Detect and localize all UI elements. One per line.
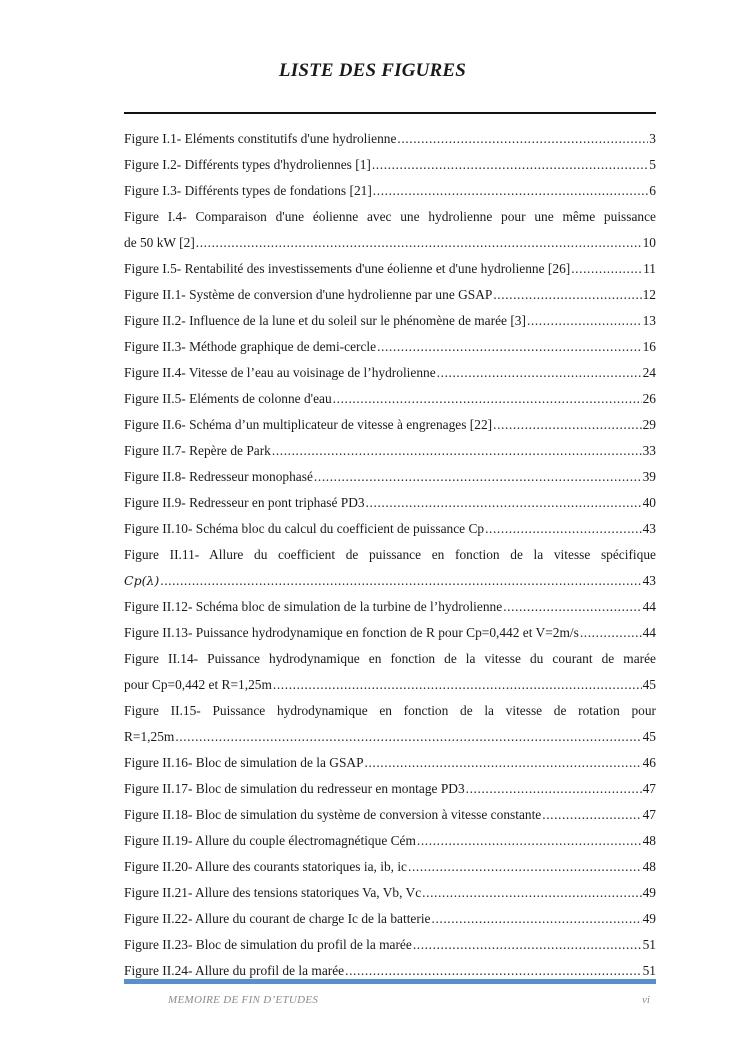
toc-entry-page: 48 (642, 859, 656, 874)
toc-entry-label: Figure II.9- Redresseur en pont triphasé PD3 (124, 495, 365, 510)
page-number: vi (642, 994, 650, 1006)
dot-leader (408, 854, 642, 880)
toc-entry-label: Figure II.7- Repère de Park (124, 443, 271, 458)
toc-entry-label: Figure II.18- Bloc de simulation du système de conversion à vitesse constante (124, 807, 542, 822)
toc-entry-label: Figure II.4- Vitesse de l’eau au voisinage de l’hydrolienne (124, 365, 436, 380)
toc-entry-label: Figure II.6- Schéma d’un multiplicateur de vitesse à engrenages [22] (124, 417, 493, 432)
toc-entry-label: Figure II.22- Allure du courant de charge Ic de la batterie (124, 911, 431, 926)
toc-entry-page: 24 (642, 365, 656, 380)
toc-entry[interactable] (124, 178, 656, 204)
toc-entry-page: 43 (642, 573, 656, 588)
toc-entry-page: 3 (649, 131, 656, 146)
dot-leader (397, 126, 648, 152)
dot-leader (373, 178, 649, 204)
title-divider (124, 112, 656, 114)
toc-entry-label: de 50 kW [2] (124, 235, 195, 250)
toc-entry[interactable] (124, 516, 656, 542)
toc-entry-label: pour Cp=0,442 et R=1,25m (124, 677, 272, 692)
toc-entry-page: 33 (642, 443, 656, 458)
toc-entry-page: 45 (642, 677, 656, 692)
dot-leader (273, 672, 642, 698)
toc-entry-label: 𝐶𝑝(𝜆) (124, 573, 160, 588)
toc-entry[interactable] (124, 802, 656, 828)
dot-leader (196, 230, 642, 256)
toc-entry-page: 5 (649, 157, 656, 172)
dot-leader (493, 412, 641, 438)
toc-entry[interactable] (124, 828, 656, 854)
toc-entry-line1: Figure II.11- Allure du coefficient de puissance en fonction de la vitesse spécifique (124, 547, 656, 562)
toc-entry-page: 43 (642, 521, 656, 536)
toc-entry-page: 49 (642, 911, 656, 926)
toc-entry[interactable] (124, 282, 656, 308)
toc-entry-label: Figure II.24- Allure du profil de la marée (124, 963, 345, 978)
dot-leader (571, 256, 642, 282)
dot-leader (333, 386, 642, 412)
dot-leader (377, 334, 642, 360)
toc-entry-label: Figure II.5- Eléments de colonne d'eau (124, 391, 332, 406)
toc-entry-label: Figure II.1- Système de conversion d'une hydrolienne par une GSAP (124, 287, 493, 302)
toc-entry[interactable] (124, 438, 656, 464)
toc-entry-page: 6 (649, 183, 656, 198)
toc-entry-label: Figure I.1- Eléments constitutifs d'une hydrolienne (124, 131, 397, 146)
dot-leader (493, 282, 641, 308)
dot-leader (372, 152, 648, 178)
toc-entry-page: 49 (642, 885, 656, 900)
dot-leader (175, 724, 641, 750)
toc-entry-page: 51 (642, 963, 656, 978)
toc-entry-page: 51 (642, 937, 656, 952)
dot-leader (417, 828, 642, 854)
toc-entry-label: Figure II.8- Redresseur monophasé (124, 469, 313, 484)
footer-divider (124, 979, 656, 984)
toc-entry-label: Figure I.3- Différents types de fondations [21] (124, 183, 372, 198)
dot-leader (413, 932, 642, 958)
toc-entry-label: Figure I.2- Différents types d'hydroliennes [1] (124, 157, 371, 172)
toc-entry[interactable] (124, 464, 656, 490)
page-title: LISTE DES FIGURES (278, 60, 467, 81)
dot-leader (466, 776, 642, 802)
toc-entry-page: 40 (642, 495, 656, 510)
toc-entry-label: Figure II.12- Schéma bloc de simulation de la turbine de l’hydrolienne (124, 599, 503, 614)
toc-entry[interactable] (124, 672, 656, 698)
toc-entry[interactable] (124, 152, 656, 178)
toc-entry[interactable] (124, 126, 656, 152)
toc-entry[interactable] (124, 412, 656, 438)
toc-entry[interactable] (124, 620, 656, 646)
toc-entry-line1: Figure II.15- Puissance hydrodynamique en fonction de la vitesse de rotation pour (124, 703, 656, 718)
toc-entry-label: R=1,25m (124, 729, 175, 744)
dot-leader (160, 568, 641, 594)
toc-entry[interactable] (124, 490, 656, 516)
toc-entry-label: Figure II.3- Méthode graphique de demi-cercle (124, 339, 377, 354)
dot-leader (437, 360, 642, 386)
toc-entry-label: Figure II.16- Bloc de simulation de la GSAP (124, 755, 364, 770)
toc-entry[interactable] (124, 594, 656, 620)
toc-entry[interactable] (124, 360, 656, 386)
toc-entry[interactable] (124, 568, 656, 594)
footer-title: MEMOIRE DE FIN D’ETUDES (168, 994, 319, 1006)
dot-leader (432, 906, 642, 932)
dot-leader (527, 308, 642, 334)
toc-entry-label: Figure II.17- Bloc de simulation du redresseur en montage PD3 (124, 781, 465, 796)
toc-entry-page: 47 (642, 781, 656, 796)
toc-entry-label: Figure II.19- Allure du couple électromagnétique Cém (124, 833, 416, 848)
dot-leader (314, 464, 642, 490)
dot-leader (580, 620, 642, 646)
dot-leader (365, 750, 642, 776)
toc-entry-page: 16 (642, 339, 656, 354)
toc-entry[interactable] (124, 308, 656, 334)
toc-entry[interactable] (124, 230, 656, 256)
toc-entry[interactable] (124, 750, 656, 776)
toc-entry-page: 48 (642, 833, 656, 848)
toc-entry[interactable] (124, 906, 656, 932)
toc-entry-label: Figure II.21- Allure des tensions statoriques Va, Vb, Vc (124, 885, 422, 900)
toc-entry-label: Figure II.13- Puissance hydrodynamique en fonction de R pour Cp=0,442 et V=2m/s (124, 625, 579, 640)
toc-entry-page: 45 (642, 729, 656, 744)
toc-entry-page: 47 (642, 807, 656, 822)
toc-entry[interactable] (124, 880, 656, 906)
toc-entry-line1: Figure II.14- Puissance hydrodynamique en fonction de la vitesse du courant de marée (124, 651, 656, 666)
toc-entry-page: 13 (642, 313, 656, 328)
toc-entry-label: Figure II.2- Influence de la lune et du soleil sur le phénomène de marée [3] (124, 313, 526, 328)
toc-entry[interactable] (124, 776, 656, 802)
toc-entry[interactable] (124, 386, 656, 412)
toc-entry-label: Figure II.23- Bloc de simulation du profil de la marée (124, 937, 412, 952)
toc-entry-page: 12 (642, 287, 656, 302)
toc-entry-label: Figure I.5- Rentabilité des investissements d'une éolienne et d'une hydrolienne [26] (124, 261, 571, 276)
toc-entry-label: Figure II.10- Schéma bloc du calcul du coefficient de puissance Cp (124, 521, 485, 536)
dot-leader (422, 880, 641, 906)
toc-entry-page: 39 (642, 469, 656, 484)
toc-entry-page: 11 (643, 261, 656, 276)
toc-entry-page: 26 (642, 391, 656, 406)
dot-leader (272, 438, 642, 464)
figure-list (124, 126, 656, 984)
toc-entry[interactable] (124, 932, 656, 958)
toc-entry-page: 44 (642, 625, 656, 640)
toc-entry[interactable] (124, 724, 656, 750)
toc-entry-page: 29 (642, 417, 656, 432)
toc-entry-page: 46 (642, 755, 656, 770)
dot-leader (485, 516, 642, 542)
toc-entry-page: 44 (642, 599, 656, 614)
toc-entry-line1: Figure I.4- Comparaison d'une éolienne avec une hydrolienne pour une même puissance (124, 209, 656, 224)
toc-entry[interactable] (124, 334, 656, 360)
dot-leader (503, 594, 641, 620)
toc-entry-label: Figure II.20- Allure des courants statoriques ia, ib, ic (124, 859, 407, 874)
toc-entry[interactable] (124, 256, 656, 282)
dot-leader (542, 802, 641, 828)
toc-entry-page: 10 (642, 235, 656, 250)
toc-entry[interactable] (124, 854, 656, 880)
dot-leader (366, 490, 642, 516)
